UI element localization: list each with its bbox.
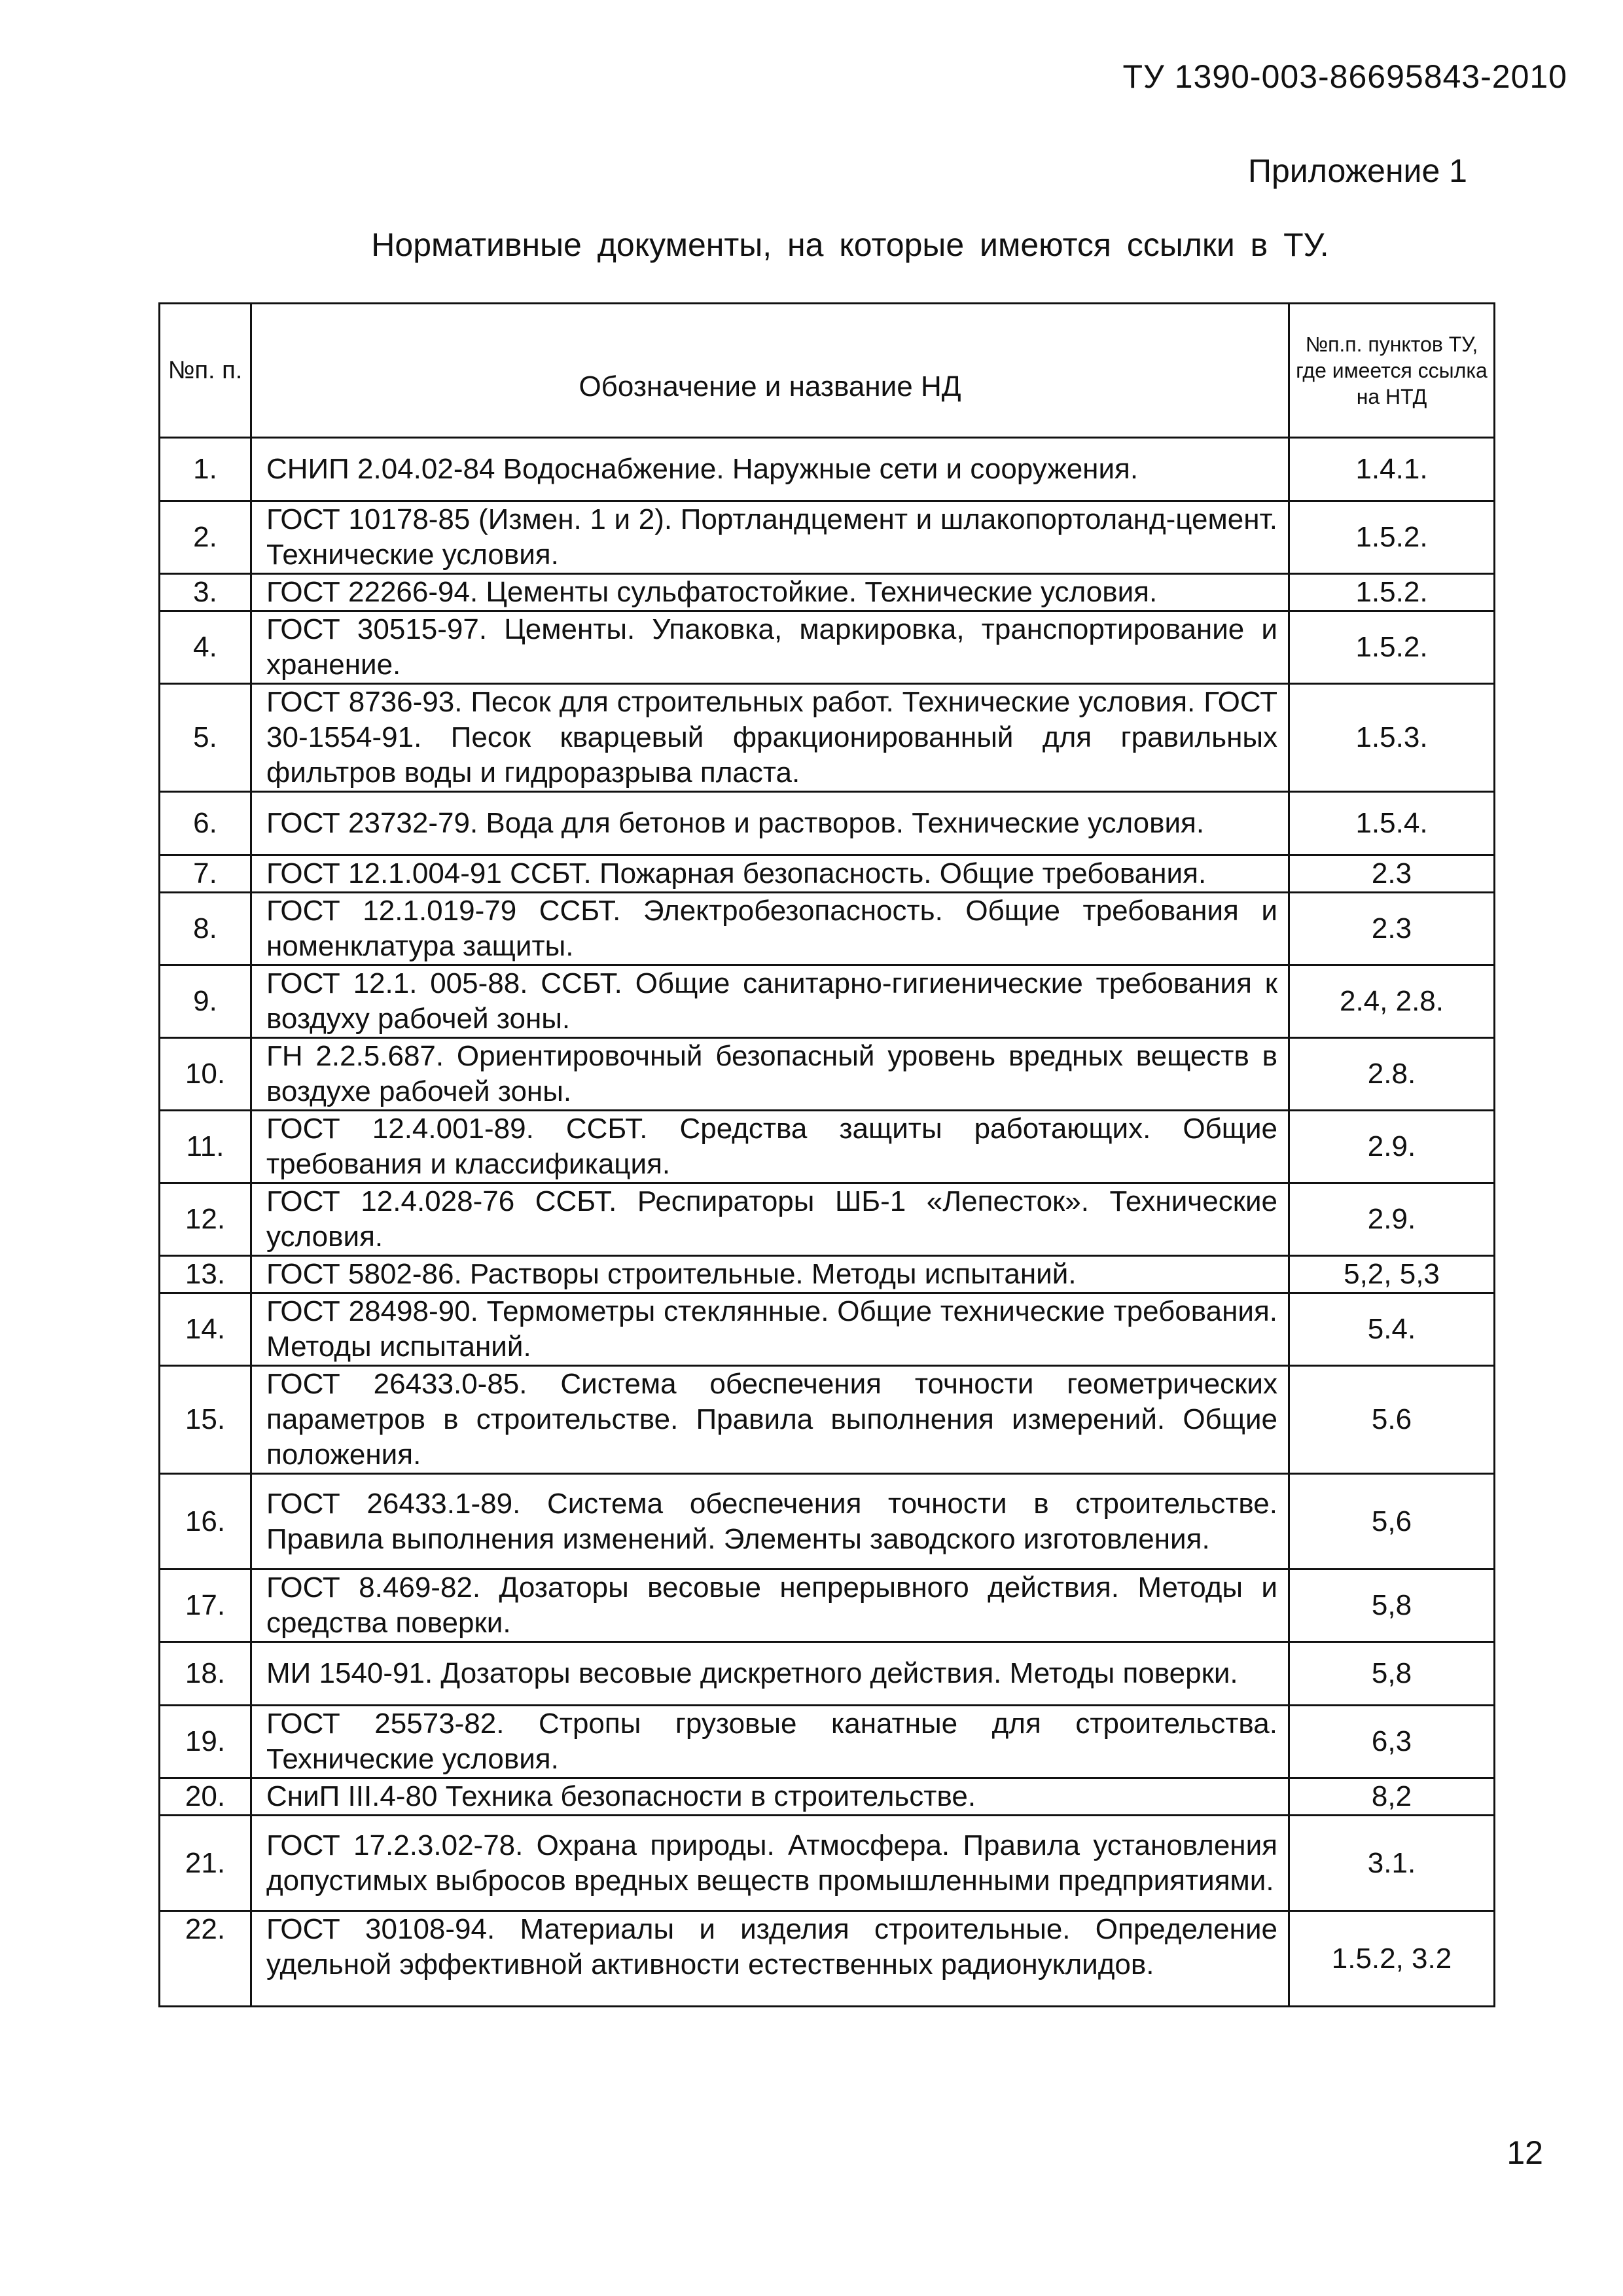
reference-clauses: 2.3 (1289, 893, 1495, 965)
normative-documents-table (158, 302, 1495, 2007)
table-row (160, 1642, 1495, 1706)
header-name: Обозначение и название НД (251, 304, 1289, 438)
table-row (160, 684, 1495, 792)
row-number: 2. (160, 501, 251, 574)
row-number: 21. (160, 1816, 251, 1911)
reference-clauses: 1.5.2, 3.2 (1289, 1911, 1495, 2007)
row-number: 9. (160, 965, 251, 1038)
reference-clauses: 1.5.3. (1289, 684, 1495, 792)
table-row (160, 1911, 1495, 2007)
row-number: 18. (160, 1642, 251, 1706)
reference-clauses: 1.4.1. (1289, 438, 1495, 501)
reference-clauses: 5,6 (1289, 1474, 1495, 1570)
table-row (160, 792, 1495, 855)
document-name: ГОСТ 22266-94. Цементы сульфатостойкие. Технические условия. (251, 574, 1289, 611)
document-name: ГОСТ 25573-82. Стропы грузовые канатные для строительства. Технические условия. (251, 1706, 1289, 1778)
row-number: 5. (160, 684, 251, 792)
row-number: 8. (160, 893, 251, 965)
reference-clauses: 1.5.4. (1289, 792, 1495, 855)
row-number: 3. (160, 574, 251, 611)
row-number: 1. (160, 438, 251, 501)
header-number: №п. п. (160, 304, 251, 438)
document-name: ГОСТ 5802-86. Растворы строительные. Методы испытаний. (251, 1256, 1289, 1293)
document-name: СниП III.4-80 Техника безопасности в строительстве. (251, 1778, 1289, 1816)
document-code: ТУ 1390-003-86695843-2010 (1122, 58, 1567, 95)
document-name: ГОСТ 12.1.019-79 ССБТ. Электробезопасность. Общие требования и номенклатура защиты. (251, 893, 1289, 965)
row-number: 4. (160, 611, 251, 684)
document-name: ГОСТ 26433.0-85. Система обеспечения точности геометрических параметров в строительстве. Правила выполнения измерений. Общие положения. (251, 1366, 1289, 1474)
table-row (160, 611, 1495, 684)
table-row (160, 1706, 1495, 1778)
row-number: 19. (160, 1706, 251, 1778)
table-row (160, 574, 1495, 611)
row-number: 13. (160, 1256, 251, 1293)
reference-clauses: 3.1. (1289, 1816, 1495, 1911)
document-name: ГОСТ 12.1.004-91 ССБТ. Пожарная безопасность. Общие требования. (251, 855, 1289, 893)
table-row (160, 1256, 1495, 1293)
reference-clauses: 1.5.2. (1289, 611, 1495, 684)
reference-clauses: 6,3 (1289, 1706, 1495, 1778)
document-name: ГОСТ 10178-85 (Измен. 1 и 2). Портландцемент и шлакопортоланд-цемент. Технические условия. (251, 501, 1289, 574)
table-row (160, 1474, 1495, 1570)
document-name: МИ 1540-91. Дозаторы весовые дискретного действия. Методы поверки. (251, 1642, 1289, 1706)
table-row (160, 438, 1495, 501)
table-row (160, 1293, 1495, 1366)
table-row (160, 965, 1495, 1038)
document-name: СНИП 2.04.02-84 Водоснабжение. Наружные сети и сооружения. (251, 438, 1289, 501)
row-number: 10. (160, 1038, 251, 1111)
row-number: 17. (160, 1570, 251, 1642)
reference-clauses: 5.6 (1289, 1366, 1495, 1474)
row-number: 7. (160, 855, 251, 893)
document-name: ГОСТ 12.1. 005-88. ССБТ. Общие санитарно-гигиенические требования к воздуху рабочей зоны. (251, 965, 1289, 1038)
row-number: 16. (160, 1474, 251, 1570)
table-row (160, 1111, 1495, 1183)
header-reference: №п.п. пунктов ТУ, где имеется ссылка на НТД (1289, 304, 1495, 438)
table-row (160, 1816, 1495, 1911)
reference-clauses: 2.8. (1289, 1038, 1495, 1111)
document-name: ГОСТ 30515-97. Цементы. Упаковка, маркировка, транспортирование и хранение. (251, 611, 1289, 684)
table-row (160, 1778, 1495, 1816)
reference-clauses: 5.4. (1289, 1293, 1495, 1366)
reference-clauses: 2.4, 2.8. (1289, 965, 1495, 1038)
table-header-row (160, 304, 1495, 438)
table-row (160, 855, 1495, 893)
document-name: ГОСТ 12.4.001-89. ССБТ. Средства защиты работающих. Общие требования и классификация. (251, 1111, 1289, 1183)
table-row (160, 1366, 1495, 1474)
document-name: ГОСТ 26433.1-89. Система обеспечения точности в строительстве. Правила выполнения изменений. Элементы заводского изготовления. (251, 1474, 1289, 1570)
reference-clauses: 5,8 (1289, 1570, 1495, 1642)
document-name: ГОСТ 28498-90. Термометры стеклянные. Общие технические требования. Методы испытаний. (251, 1293, 1289, 1366)
row-number: 11. (160, 1111, 251, 1183)
document-name: ГОСТ 30108-94. Материалы и изделия строительные. Определение удельной эффективной активности естественных радионуклидов. (251, 1911, 1289, 2007)
row-number: 15. (160, 1366, 251, 1474)
row-number: 14. (160, 1293, 251, 1366)
page-number: 12 (1507, 2134, 1543, 2171)
document-name: ГН 2.2.5.687. Ориентировочный безопасный уровень вредных веществ в воздухе рабочей зоны. (251, 1038, 1289, 1111)
document-name: ГОСТ 12.4.028-76 ССБТ. Респираторы ШБ-1 «Лепесток». Технические условия. (251, 1183, 1289, 1256)
reference-clauses: 1.5.2. (1289, 574, 1495, 611)
document-name: ГОСТ 17.2.3.02-78. Охрана природы. Атмосфера. Правила установления допустимых выбросов вредных веществ промышленными предприятиями. (251, 1816, 1289, 1911)
reference-clauses: 1.5.2. (1289, 501, 1495, 574)
row-number: 6. (160, 792, 251, 855)
row-number: 20. (160, 1778, 251, 1816)
reference-clauses: 2.3 (1289, 855, 1495, 893)
reference-clauses: 5,8 (1289, 1642, 1495, 1706)
table-row (160, 1038, 1495, 1111)
table-row (160, 1183, 1495, 1256)
page-title: Нормативные документы, на которые имеются ссылки в ТУ. (371, 226, 1329, 263)
reference-clauses: 8,2 (1289, 1778, 1495, 1816)
document-name: ГОСТ 8736-93. Песок для строительных работ. Технические условия. ГОСТ 30-1554-91. Песок кварцевый фракционированный для гравильных фильтров воды и гидроразрыва пласта. (251, 684, 1289, 792)
reference-clauses: 2.9. (1289, 1111, 1495, 1183)
table-row (160, 893, 1495, 965)
reference-clauses: 5,2, 5,3 (1289, 1256, 1495, 1293)
table-row (160, 1570, 1495, 1642)
row-number: 12. (160, 1183, 251, 1256)
appendix-label: Приложение 1 (1248, 152, 1467, 189)
row-number: 22. (160, 1911, 251, 2007)
document-name: ГОСТ 23732-79. Вода для бетонов и растворов. Технические условия. (251, 792, 1289, 855)
table-row (160, 501, 1495, 574)
reference-clauses: 2.9. (1289, 1183, 1495, 1256)
document-name: ГОСТ 8.469-82. Дозаторы весовые непрерывного действия. Методы и средства поверки. (251, 1570, 1289, 1642)
